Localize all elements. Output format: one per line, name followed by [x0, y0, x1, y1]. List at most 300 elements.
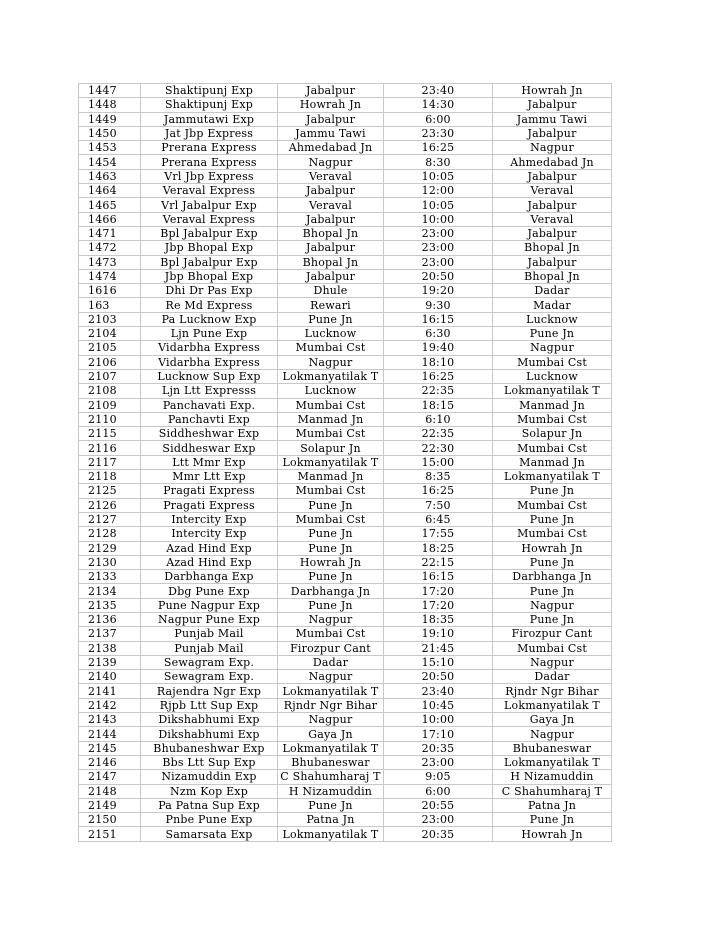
departure-time-cell: 22:35	[384, 427, 493, 441]
departure-time-cell: 23:00	[384, 255, 493, 269]
train-name-cell: Prerana Express	[141, 141, 278, 155]
departure-time-cell: 6:00	[384, 784, 493, 798]
train-name-cell: Pune Nagpur Exp	[141, 598, 278, 612]
train-name-cell: Dikshabhumi Exp	[141, 713, 278, 727]
train-number-cell: 2117	[79, 455, 141, 469]
train-name-cell: Vidarbha Express	[141, 355, 278, 369]
table-row	[79, 827, 612, 841]
from-station-cell: Nagpur	[278, 355, 384, 369]
from-station-cell: Pune Jn	[278, 798, 384, 812]
train-number-cell: 2125	[79, 484, 141, 498]
table-row	[79, 727, 612, 741]
to-station-cell: Pune Jn	[493, 612, 612, 626]
departure-time-cell: 6:30	[384, 327, 493, 341]
departure-time-cell: 6:45	[384, 512, 493, 526]
to-station-cell: Nagpur	[493, 141, 612, 155]
train-name-cell: Panchavati Exp.	[141, 398, 278, 412]
train-number-cell: 2118	[79, 470, 141, 484]
table-row	[79, 527, 612, 541]
train-name-cell: Siddheshwar Exp	[141, 427, 278, 441]
departure-time-cell: 22:15	[384, 555, 493, 569]
train-name-cell: Jat Jbp Express	[141, 126, 278, 140]
table-row	[79, 470, 612, 484]
table-row	[79, 484, 612, 498]
to-station-cell: Nagpur	[493, 598, 612, 612]
train-number-cell: 2146	[79, 755, 141, 769]
from-station-cell: Jabalpur	[278, 112, 384, 126]
from-station-cell: Solapur Jn	[278, 441, 384, 455]
departure-time-cell: 10:00	[384, 713, 493, 727]
train-number-cell: 2115	[79, 427, 141, 441]
train-name-cell: Punjab Mail	[141, 627, 278, 641]
train-number-cell: 1447	[79, 84, 141, 98]
train-name-cell: Re Md Express	[141, 298, 278, 312]
departure-time-cell: 16:25	[384, 141, 493, 155]
to-station-cell: Nagpur	[493, 655, 612, 669]
train-name-cell: Dbg Pune Exp	[141, 584, 278, 598]
from-station-cell: Jabalpur	[278, 269, 384, 283]
train-number-cell: 2135	[79, 598, 141, 612]
table-row	[79, 126, 612, 140]
train-number-cell: 2127	[79, 512, 141, 526]
table-row	[79, 570, 612, 584]
from-station-cell: Jabalpur	[278, 84, 384, 98]
to-station-cell: Patna Jn	[493, 798, 612, 812]
from-station-cell: Gaya Jn	[278, 727, 384, 741]
train-name-cell: Veraval Express	[141, 212, 278, 226]
timetable-body	[79, 84, 612, 842]
train-name-cell: Siddheswar Exp	[141, 441, 278, 455]
train-name-cell: Pnbe Pune Exp	[141, 813, 278, 827]
table-row	[79, 312, 612, 326]
train-number-cell: 2140	[79, 670, 141, 684]
table-row	[79, 698, 612, 712]
from-station-cell: Lokmanyatilak T	[278, 455, 384, 469]
to-station-cell: Pune Jn	[493, 813, 612, 827]
train-number-cell: 1449	[79, 112, 141, 126]
departure-time-cell: 12:00	[384, 184, 493, 198]
train-number-cell: 2137	[79, 627, 141, 641]
to-station-cell: Howrah Jn	[493, 541, 612, 555]
table-row	[79, 412, 612, 426]
train-number-cell: 2133	[79, 570, 141, 584]
from-station-cell: Rewari	[278, 298, 384, 312]
train-number-cell: 2128	[79, 527, 141, 541]
train-number-cell: 1473	[79, 255, 141, 269]
departure-time-cell: 19:20	[384, 284, 493, 298]
train-name-cell: Samarsata Exp	[141, 827, 278, 841]
train-name-cell: Ljn Ltt Expresss	[141, 384, 278, 398]
from-station-cell: Firozpur Cant	[278, 641, 384, 655]
from-station-cell: Lucknow	[278, 384, 384, 398]
from-station-cell: Pune Jn	[278, 498, 384, 512]
to-station-cell: H Nizamuddin	[493, 770, 612, 784]
to-station-cell: Nagpur	[493, 341, 612, 355]
to-station-cell: Dadar	[493, 284, 612, 298]
from-station-cell: Dhule	[278, 284, 384, 298]
from-station-cell: Jabalpur	[278, 184, 384, 198]
departure-time-cell: 23:40	[384, 684, 493, 698]
train-name-cell: Shaktipunj Exp	[141, 84, 278, 98]
departure-time-cell: 7:50	[384, 498, 493, 512]
departure-time-cell: 6:10	[384, 412, 493, 426]
to-station-cell: Lokmanyatilak T	[493, 470, 612, 484]
to-station-cell: Gaya Jn	[493, 713, 612, 727]
from-station-cell: Pune Jn	[278, 541, 384, 555]
from-station-cell: Mumbai Cst	[278, 398, 384, 412]
table-row	[79, 384, 612, 398]
table-row	[79, 670, 612, 684]
train-name-cell: Sewagram Exp.	[141, 670, 278, 684]
train-name-cell: Intercity Exp	[141, 512, 278, 526]
train-name-cell: Pa Patna Sup Exp	[141, 798, 278, 812]
train-name-cell: Nizamuddin Exp	[141, 770, 278, 784]
table-row	[79, 241, 612, 255]
train-name-cell: Rajendra Ngr Exp	[141, 684, 278, 698]
departure-time-cell: 23:00	[384, 813, 493, 827]
train-number-cell: 2103	[79, 312, 141, 326]
from-station-cell: Ahmedabad Jn	[278, 141, 384, 155]
table-row	[79, 512, 612, 526]
from-station-cell: Jammu Tawi	[278, 126, 384, 140]
from-station-cell: Manmad Jn	[278, 412, 384, 426]
train-number-cell: 1463	[79, 169, 141, 183]
table-row	[79, 369, 612, 383]
table-row	[79, 155, 612, 169]
table-row	[79, 341, 612, 355]
train-number-cell: 2144	[79, 727, 141, 741]
departure-time-cell: 8:30	[384, 155, 493, 169]
table-row	[79, 169, 612, 183]
train-number-cell: 2105	[79, 341, 141, 355]
table-row	[79, 584, 612, 598]
to-station-cell: Jabalpur	[493, 169, 612, 183]
table-row	[79, 298, 612, 312]
train-number-cell: 1466	[79, 212, 141, 226]
train-name-cell: Mmr Ltt Exp	[141, 470, 278, 484]
from-station-cell: Darbhanga Jn	[278, 584, 384, 598]
train-number-cell: 2126	[79, 498, 141, 512]
from-station-cell: Mumbai Cst	[278, 627, 384, 641]
train-number-cell: 2104	[79, 327, 141, 341]
train-number-cell: 1450	[79, 126, 141, 140]
train-name-cell: Panchavti Exp	[141, 412, 278, 426]
to-station-cell: Bhubaneswar	[493, 741, 612, 755]
departure-time-cell: 10:05	[384, 198, 493, 212]
to-station-cell: Mumbai Cst	[493, 498, 612, 512]
table-row	[79, 84, 612, 98]
departure-time-cell: 20:35	[384, 827, 493, 841]
departure-time-cell: 9:30	[384, 298, 493, 312]
departure-time-cell: 18:25	[384, 541, 493, 555]
train-name-cell: Bbs Ltt Sup Exp	[141, 755, 278, 769]
train-name-cell: Lucknow Sup Exp	[141, 369, 278, 383]
table-row	[79, 269, 612, 283]
departure-time-cell: 15:00	[384, 455, 493, 469]
to-station-cell: Darbhanga Jn	[493, 570, 612, 584]
train-name-cell: Pragati Express	[141, 498, 278, 512]
from-station-cell: Mumbai Cst	[278, 427, 384, 441]
train-number-cell: 2138	[79, 641, 141, 655]
to-station-cell: Jabalpur	[493, 255, 612, 269]
table-row	[79, 284, 612, 298]
train-number-cell: 1471	[79, 226, 141, 240]
train-number-cell: 2106	[79, 355, 141, 369]
departure-time-cell: 16:25	[384, 369, 493, 383]
train-name-cell: Azad Hind Exp	[141, 555, 278, 569]
train-name-cell: Jbp Bhopal Exp	[141, 269, 278, 283]
timetable-table	[78, 83, 612, 842]
to-station-cell: Pune Jn	[493, 555, 612, 569]
departure-time-cell: 6:00	[384, 112, 493, 126]
train-number-cell: 2147	[79, 770, 141, 784]
train-number-cell: 2150	[79, 813, 141, 827]
table-row	[79, 184, 612, 198]
from-station-cell: Bhubaneswar	[278, 755, 384, 769]
train-name-cell: Darbhanga Exp	[141, 570, 278, 584]
to-station-cell: Howrah Jn	[493, 827, 612, 841]
to-station-cell: Ahmedabad Jn	[493, 155, 612, 169]
train-name-cell: Dikshabhumi Exp	[141, 727, 278, 741]
train-number-cell: 1472	[79, 241, 141, 255]
train-number-cell: 1464	[79, 184, 141, 198]
to-station-cell: C Shahumharaj T	[493, 784, 612, 798]
to-station-cell: Jabalpur	[493, 126, 612, 140]
to-station-cell: Jammu Tawi	[493, 112, 612, 126]
train-name-cell: Pa Lucknow Exp	[141, 312, 278, 326]
from-station-cell: Rjndr Ngr Bihar	[278, 698, 384, 712]
train-number-cell: 1448	[79, 98, 141, 112]
to-station-cell: Solapur Jn	[493, 427, 612, 441]
train-name-cell: Sewagram Exp.	[141, 655, 278, 669]
from-station-cell: Lokmanyatilak T	[278, 369, 384, 383]
departure-time-cell: 19:10	[384, 627, 493, 641]
table-row	[79, 455, 612, 469]
to-station-cell: Bhopal Jn	[493, 269, 612, 283]
from-station-cell: C Shahumharaj T	[278, 770, 384, 784]
departure-time-cell: 17:20	[384, 598, 493, 612]
to-station-cell: Veraval	[493, 212, 612, 226]
table-row	[79, 141, 612, 155]
departure-time-cell: 21:45	[384, 641, 493, 655]
train-name-cell: Ltt Mmr Exp	[141, 455, 278, 469]
departure-time-cell: 23:40	[384, 84, 493, 98]
departure-time-cell: 18:10	[384, 355, 493, 369]
table-row	[79, 427, 612, 441]
train-name-cell: Prerana Express	[141, 155, 278, 169]
to-station-cell: Mumbai Cst	[493, 412, 612, 426]
table-row	[79, 212, 612, 226]
from-station-cell: Veraval	[278, 169, 384, 183]
departure-time-cell: 23:00	[384, 226, 493, 240]
train-number-cell: 163	[79, 298, 141, 312]
departure-time-cell: 20:35	[384, 741, 493, 755]
to-station-cell: Nagpur	[493, 727, 612, 741]
departure-time-cell: 15:10	[384, 655, 493, 669]
train-number-cell: 2136	[79, 612, 141, 626]
to-station-cell: Lucknow	[493, 369, 612, 383]
train-number-cell: 2142	[79, 698, 141, 712]
to-station-cell: Pune Jn	[493, 484, 612, 498]
train-name-cell: Rjpb Ltt Sup Exp	[141, 698, 278, 712]
table-row	[79, 813, 612, 827]
train-number-cell: 2116	[79, 441, 141, 455]
to-station-cell: Veraval	[493, 184, 612, 198]
from-station-cell: Pune Jn	[278, 570, 384, 584]
departure-time-cell: 22:35	[384, 384, 493, 398]
table-row	[79, 612, 612, 626]
train-number-cell: 1454	[79, 155, 141, 169]
from-station-cell: Mumbai Cst	[278, 341, 384, 355]
table-row	[79, 441, 612, 455]
train-number-cell: 2109	[79, 398, 141, 412]
to-station-cell: Pune Jn	[493, 512, 612, 526]
from-station-cell: Howrah Jn	[278, 98, 384, 112]
to-station-cell: Lokmanyatilak T	[493, 698, 612, 712]
train-name-cell: Azad Hind Exp	[141, 541, 278, 555]
to-station-cell: Dadar	[493, 670, 612, 684]
train-number-cell: 1474	[79, 269, 141, 283]
departure-time-cell: 16:15	[384, 570, 493, 584]
from-station-cell: Nagpur	[278, 612, 384, 626]
train-name-cell: Jammutawi Exp	[141, 112, 278, 126]
from-station-cell: Nagpur	[278, 155, 384, 169]
departure-time-cell: 23:30	[384, 126, 493, 140]
train-number-cell: 2110	[79, 412, 141, 426]
from-station-cell: Bhopal Jn	[278, 226, 384, 240]
train-name-cell: Jbp Bhopal Exp	[141, 241, 278, 255]
to-station-cell: Madar	[493, 298, 612, 312]
table-row	[79, 641, 612, 655]
table-row	[79, 755, 612, 769]
from-station-cell: Howrah Jn	[278, 555, 384, 569]
table-row	[79, 398, 612, 412]
table-row	[79, 741, 612, 755]
table-row	[79, 627, 612, 641]
departure-time-cell: 16:15	[384, 312, 493, 326]
train-number-cell: 2145	[79, 741, 141, 755]
from-station-cell: Pune Jn	[278, 312, 384, 326]
from-station-cell: Jabalpur	[278, 241, 384, 255]
train-number-cell: 2149	[79, 798, 141, 812]
departure-time-cell: 20:55	[384, 798, 493, 812]
train-name-cell: Vrl Jbp Express	[141, 169, 278, 183]
train-number-cell: 2129	[79, 541, 141, 555]
to-station-cell: Lokmanyatilak T	[493, 755, 612, 769]
train-name-cell: Pragati Express	[141, 484, 278, 498]
to-station-cell: Firozpur Cant	[493, 627, 612, 641]
table-row	[79, 655, 612, 669]
to-station-cell: Mumbai Cst	[493, 441, 612, 455]
from-station-cell: Lokmanyatilak T	[278, 827, 384, 841]
train-name-cell: Intercity Exp	[141, 527, 278, 541]
train-number-cell: 2151	[79, 827, 141, 841]
departure-time-cell: 23:00	[384, 755, 493, 769]
to-station-cell: Manmad Jn	[493, 398, 612, 412]
train-name-cell: Vidarbha Express	[141, 341, 278, 355]
departure-time-cell: 23:00	[384, 241, 493, 255]
from-station-cell: Patna Jn	[278, 813, 384, 827]
train-number-cell: 1616	[79, 284, 141, 298]
from-station-cell: Nagpur	[278, 713, 384, 727]
table-row	[79, 555, 612, 569]
from-station-cell: Lokmanyatilak T	[278, 684, 384, 698]
from-station-cell: Mumbai Cst	[278, 512, 384, 526]
train-number-cell: 2107	[79, 369, 141, 383]
table-row	[79, 98, 612, 112]
table-row	[79, 541, 612, 555]
table-row	[79, 355, 612, 369]
train-number-cell: 2148	[79, 784, 141, 798]
train-number-cell: 2130	[79, 555, 141, 569]
train-number-cell: 1453	[79, 141, 141, 155]
table-row	[79, 198, 612, 212]
table-row	[79, 770, 612, 784]
train-number-cell: 2143	[79, 713, 141, 727]
departure-time-cell: 10:45	[384, 698, 493, 712]
table-row	[79, 798, 612, 812]
train-number-cell: 1465	[79, 198, 141, 212]
departure-time-cell: 8:35	[384, 470, 493, 484]
departure-time-cell: 18:35	[384, 612, 493, 626]
to-station-cell: Pune Jn	[493, 327, 612, 341]
train-name-cell: Bpl Jabalpur Exp	[141, 226, 278, 240]
departure-time-cell: 17:10	[384, 727, 493, 741]
train-number-cell: 2134	[79, 584, 141, 598]
departure-time-cell: 14:30	[384, 98, 493, 112]
to-station-cell: Mumbai Cst	[493, 641, 612, 655]
train-name-cell: Dhi Dr Pas Exp	[141, 284, 278, 298]
train-name-cell: Nagpur Pune Exp	[141, 612, 278, 626]
to-station-cell: Manmad Jn	[493, 455, 612, 469]
departure-time-cell: 18:15	[384, 398, 493, 412]
departure-time-cell: 22:30	[384, 441, 493, 455]
departure-time-cell: 16:25	[384, 484, 493, 498]
table-row	[79, 327, 612, 341]
to-station-cell: Jabalpur	[493, 198, 612, 212]
train-name-cell: Shaktipunj Exp	[141, 98, 278, 112]
from-station-cell: Bhopal Jn	[278, 255, 384, 269]
to-station-cell: Rjndr Ngr Bihar	[493, 684, 612, 698]
train-timetable	[78, 83, 603, 842]
departure-time-cell: 19:40	[384, 341, 493, 355]
table-row	[79, 112, 612, 126]
from-station-cell: Mumbai Cst	[278, 484, 384, 498]
train-number-cell: 2141	[79, 684, 141, 698]
from-station-cell: Jabalpur	[278, 212, 384, 226]
train-number-cell: 2108	[79, 384, 141, 398]
departure-time-cell: 17:20	[384, 584, 493, 598]
to-station-cell: Howrah Jn	[493, 84, 612, 98]
table-row	[79, 226, 612, 240]
table-row	[79, 684, 612, 698]
to-station-cell: Lucknow	[493, 312, 612, 326]
train-name-cell: Bpl Jabalpur Exp	[141, 255, 278, 269]
train-name-cell: Veraval Express	[141, 184, 278, 198]
from-station-cell: Lucknow	[278, 327, 384, 341]
train-name-cell: Bhubaneshwar Exp	[141, 741, 278, 755]
departure-time-cell: 10:00	[384, 212, 493, 226]
from-station-cell: Nagpur	[278, 670, 384, 684]
departure-time-cell: 9:05	[384, 770, 493, 784]
departure-time-cell: 17:55	[384, 527, 493, 541]
table-row	[79, 713, 612, 727]
train-name-cell: Ljn Pune Exp	[141, 327, 278, 341]
to-station-cell: Pune Jn	[493, 584, 612, 598]
train-name-cell: Vrl Jabalpur Exp	[141, 198, 278, 212]
table-row	[79, 255, 612, 269]
to-station-cell: Jabalpur	[493, 98, 612, 112]
